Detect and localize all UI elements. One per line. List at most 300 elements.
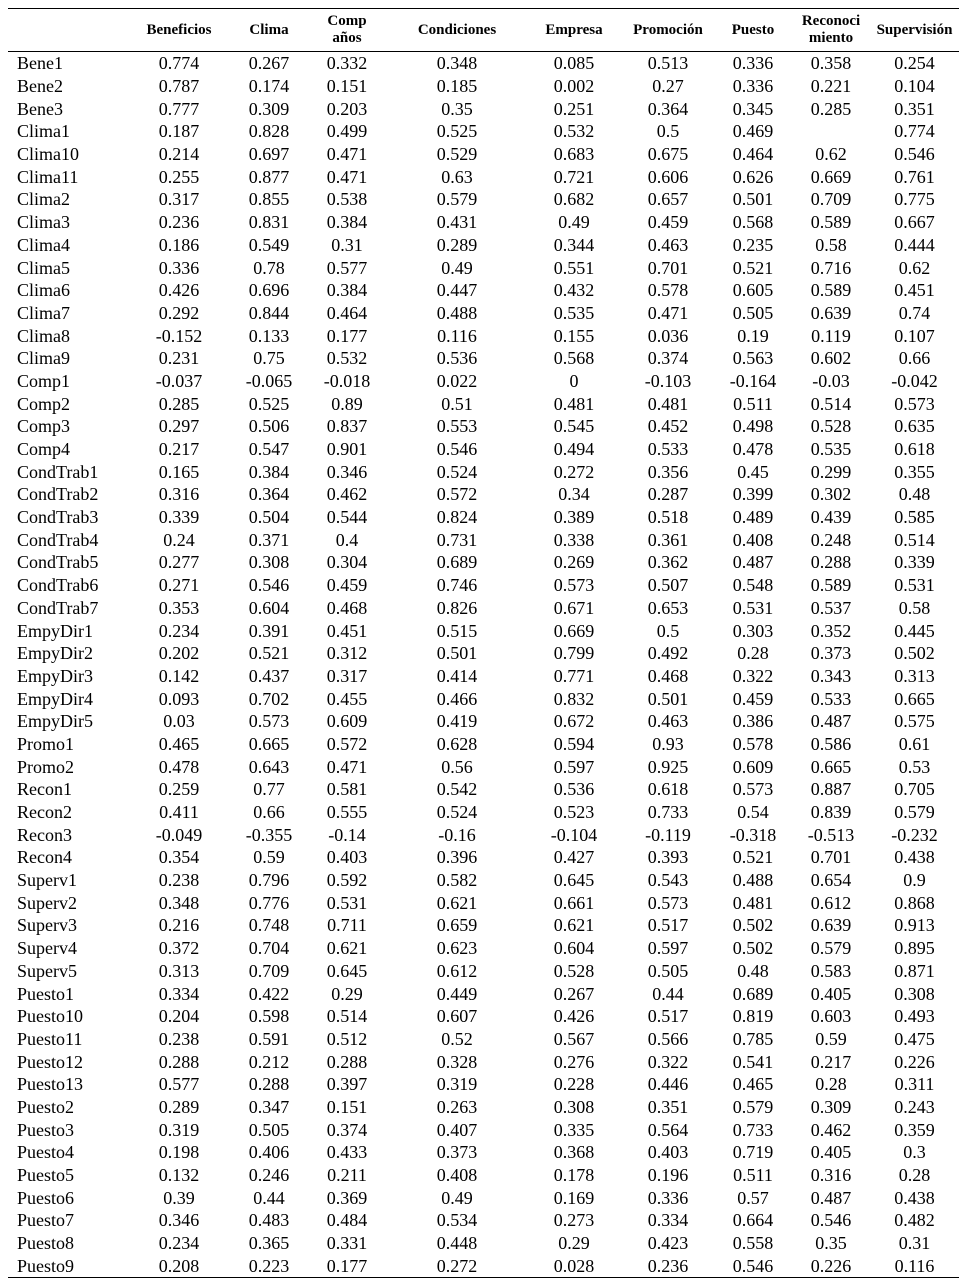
table-cell: 0.093	[158, 688, 200, 709]
table-row	[8, 1209, 959, 1232]
table-cell: 0.19	[737, 325, 769, 346]
table-cell: 0.373	[810, 643, 852, 664]
row-label: CondTrab3	[17, 507, 99, 528]
table-cell: 0.336	[647, 1187, 689, 1208]
table-cell: 0.438	[894, 847, 935, 868]
table-cell: 0.682	[553, 189, 595, 210]
table-cell: 0.591	[248, 1028, 290, 1049]
table-cell: 0.371	[248, 529, 290, 550]
table-cell: 0.328	[436, 1051, 478, 1072]
column-header	[388, 9, 526, 52]
table-cell: 0.185	[436, 76, 478, 97]
table-cell: 0.579	[810, 938, 852, 959]
table-cell: 0.132	[158, 1165, 200, 1186]
table-cell: 0.799	[553, 643, 595, 664]
table-cell: 0.28	[898, 1165, 931, 1186]
table-cell: 0.901	[326, 439, 368, 460]
table-row	[8, 778, 959, 801]
table-cell: 0.697	[248, 144, 290, 165]
row-label: Puesto9	[8, 1254, 126, 1277]
table-cell: 0.568	[553, 348, 595, 369]
table-cell: 0.621	[326, 938, 368, 959]
table-cell: 0.422	[248, 983, 290, 1004]
table-cell: 0.431	[436, 212, 478, 233]
table-cell: 0.285	[810, 98, 852, 119]
table-cell: 0.546	[248, 575, 290, 596]
table-cell: 0.66	[898, 348, 931, 369]
table-row	[8, 279, 959, 302]
table-cell: 0.507	[647, 575, 689, 596]
table-row	[8, 551, 959, 574]
table-cell: 0.447	[436, 280, 478, 301]
table-cell: 0.612	[810, 892, 852, 913]
table-cell: 0.513	[647, 53, 689, 74]
table-cell: 0.716	[810, 257, 852, 278]
row-label: Clima10	[17, 144, 79, 165]
table-cell: 0.217	[810, 1051, 852, 1072]
table-cell: 0.578	[647, 280, 689, 301]
table-cell: 0.721	[553, 166, 595, 187]
column-header-line: Reconoci	[801, 13, 861, 29]
table-cell: 0.639	[810, 302, 852, 323]
table-cell: 0.604	[248, 597, 290, 618]
table-cell: 0.62	[815, 144, 847, 165]
table-cell: 0.235	[732, 234, 774, 255]
table-cell: 0.391	[248, 620, 290, 641]
table-cell: 0.353	[158, 597, 200, 618]
table-cell: 0.488	[436, 302, 478, 323]
table-cell: 0.309	[810, 1096, 852, 1117]
table-cell: 0.481	[553, 393, 595, 414]
table-row	[8, 846, 959, 869]
row-label: Puesto8	[17, 1233, 75, 1254]
table-cell: 0.515	[436, 620, 478, 641]
table-cell: -0.355	[245, 824, 293, 845]
table-cell: -0.16	[438, 824, 476, 845]
row-label: EmpyDir2	[17, 643, 93, 664]
table-cell: 0.58	[815, 234, 847, 255]
table-cell: 0.665	[810, 756, 852, 777]
row-label: Recon4	[17, 847, 72, 868]
table-cell: 0.525	[436, 121, 478, 142]
table-cell: 0.75	[253, 348, 285, 369]
table-cell: 0.51	[441, 393, 473, 414]
table-cell: 0.478	[158, 756, 200, 777]
table-cell: 0.58	[898, 597, 931, 618]
table-cell: 0.514	[326, 1006, 368, 1027]
table-row	[8, 914, 959, 937]
table-cell: 0.452	[647, 416, 689, 437]
table-cell: 0.689	[436, 552, 478, 573]
table-cell: 0.45	[737, 461, 769, 482]
table-row	[8, 1028, 959, 1051]
table-row	[8, 143, 959, 166]
table-cell: 0.573	[248, 711, 290, 732]
table-cell: 0.505	[248, 1119, 290, 1140]
table-cell: 0.78	[253, 257, 285, 278]
table-cell: 0.406	[248, 1142, 290, 1163]
table-cell: 0.439	[810, 507, 852, 528]
table-cell: 0.488	[732, 870, 774, 891]
table-cell: 0.639	[810, 915, 852, 936]
table-cell: 0.332	[326, 53, 368, 74]
table-cell: -0.164	[729, 370, 777, 391]
table-cell: 0.675	[647, 144, 689, 165]
table-cell: 0.669	[810, 166, 852, 187]
table-cell: 0.523	[553, 802, 595, 823]
table-cell: 0.831	[248, 212, 290, 233]
table-cell: 0.546	[894, 144, 935, 165]
table-cell: 0.645	[553, 870, 595, 891]
table-cell: 0.347	[248, 1096, 290, 1117]
table-row	[8, 710, 959, 733]
table-cell: 0.665	[248, 733, 290, 754]
table-cell: 0.238	[158, 1028, 200, 1049]
table-cell: 0.487	[810, 711, 852, 732]
table-cell: 0.343	[810, 665, 852, 686]
table-cell: 0.709	[810, 189, 852, 210]
table-row	[8, 1118, 959, 1141]
table-cell: 0.618	[647, 779, 689, 800]
table-cell: -0.513	[807, 824, 855, 845]
table-cell: 0.142	[158, 665, 200, 686]
row-label: Clima6	[17, 280, 70, 301]
row-label: Puesto2	[17, 1096, 75, 1117]
table-cell: 0.5	[656, 121, 680, 142]
table-cell: 0.178	[553, 1165, 595, 1186]
table-cell: 0.63	[441, 166, 473, 187]
row-label: CondTrab7	[17, 597, 99, 618]
table-cell: 0.643	[248, 756, 290, 777]
table-cell: 0.478	[732, 439, 774, 460]
table-cell: 0.575	[894, 711, 935, 732]
row-label: Puesto3	[17, 1119, 75, 1140]
table-cell: 0.104	[894, 76, 935, 97]
table-cell: 0.348	[436, 53, 478, 74]
row-label: CondTrab5	[17, 552, 99, 573]
table-cell: 0.704	[248, 938, 290, 959]
table-row	[8, 392, 959, 415]
table-cell: 0.236	[622, 1254, 714, 1277]
table-cell: 0.785	[732, 1028, 774, 1049]
column-header-line: Promoción	[633, 21, 703, 38]
table-cell: 0.27	[652, 76, 684, 97]
table-cell: 0.373	[436, 1142, 478, 1163]
table-cell: 0.531	[326, 892, 368, 913]
table-cell: 0.44	[652, 983, 684, 1004]
table-cell: 0.594	[553, 733, 595, 754]
table-cell: 0.35	[815, 1233, 847, 1254]
table-cell: 0.403	[647, 1142, 689, 1163]
table-cell: 0.733	[732, 1119, 774, 1140]
table-cell: 0.487	[732, 552, 774, 573]
table-cell: 0.331	[326, 1233, 368, 1254]
row-label: Puesto7	[17, 1210, 75, 1231]
column-header	[714, 9, 792, 52]
table-cell: 0.558	[732, 1233, 774, 1254]
table-cell: 0.546	[714, 1254, 792, 1277]
column-header-line: Puesto	[731, 21, 775, 38]
column-header	[126, 9, 232, 52]
row-label: Superv1	[17, 870, 77, 891]
table-cell: 0.309	[248, 98, 290, 119]
table-cell: 0.403	[326, 847, 368, 868]
table-cell: 0.426	[158, 280, 200, 301]
row-label: Superv4	[17, 938, 77, 959]
table-cell: 0.74	[898, 302, 931, 323]
table-cell: 0.59	[253, 847, 285, 868]
table-cell: 0.671	[553, 597, 595, 618]
table-cell: 0.463	[647, 711, 689, 732]
table-cell: 0.517	[647, 1006, 689, 1027]
row-label: Puesto12	[17, 1051, 84, 1072]
table-cell: 0.374	[647, 348, 689, 369]
table-cell: 0.483	[248, 1210, 290, 1231]
table-cell: 0.384	[326, 280, 368, 301]
table-cell: 0.826	[436, 597, 478, 618]
table-cell: 0.471	[326, 144, 368, 165]
table-cell: 0.871	[894, 960, 935, 981]
table-cell: 0.39	[163, 1187, 195, 1208]
table-cell: 0.351	[647, 1096, 689, 1117]
table-cell: 0.28	[815, 1074, 847, 1095]
table-cell: 0.494	[553, 439, 595, 460]
table-row	[8, 256, 959, 279]
table-cell: 0.543	[647, 870, 689, 891]
table-cell: 0.317	[326, 665, 368, 686]
table-cell: 0.468	[647, 665, 689, 686]
row-label: CondTrab6	[17, 575, 99, 596]
table-cell: 0.537	[810, 597, 852, 618]
table-cell: 0.563	[732, 348, 774, 369]
table-cell: 0.628	[436, 733, 478, 754]
table-cell: 0.226	[894, 1051, 935, 1072]
table-cell: 0.531	[732, 597, 774, 618]
table-cell: 0.533	[647, 439, 689, 460]
table-cell: 0.308	[894, 983, 935, 1004]
table-cell: 0.196	[647, 1165, 689, 1186]
table-cell: 0.532	[553, 121, 595, 142]
table-cell: 0.465	[158, 733, 200, 754]
table-cell: 0.259	[158, 779, 200, 800]
table-row	[8, 1232, 959, 1255]
table-row	[8, 982, 959, 1005]
row-label: Comp2	[17, 393, 71, 414]
table-cell: 0.423	[647, 1233, 689, 1254]
table-cell: 0.555	[326, 802, 368, 823]
row-label: Superv2	[17, 892, 77, 913]
row-label: EmpyDir5	[17, 711, 93, 732]
table-cell: 0.451	[326, 620, 368, 641]
table-cell: 0.304	[326, 552, 368, 573]
row-label: Puesto5	[17, 1165, 75, 1186]
table-row	[8, 823, 959, 846]
table-cell: 0.202	[158, 643, 200, 664]
row-label: CondTrab4	[17, 529, 99, 550]
table-cell: 0.414	[436, 665, 478, 686]
row-label: Recon1	[17, 779, 72, 800]
table-cell: 0.605	[732, 280, 774, 301]
table-cell: 0.358	[810, 53, 852, 74]
table-cell: 0.085	[553, 53, 595, 74]
table-cell: 0.579	[894, 802, 935, 823]
table-cell: 0.536	[436, 348, 478, 369]
table-row	[8, 97, 959, 120]
table-cell: 0.56	[441, 756, 473, 777]
table-cell: 0.272	[388, 1254, 526, 1277]
table-cell: 0.465	[732, 1074, 774, 1095]
row-label: Clima3	[17, 212, 70, 233]
row-label: Promo2	[17, 756, 75, 777]
table-cell: -0.232	[891, 824, 938, 845]
table-cell: 0.501	[436, 643, 478, 664]
table-cell: 0.223	[232, 1254, 306, 1277]
column-header-line: Comp	[327, 13, 367, 29]
table-cell: 0.701	[810, 847, 852, 868]
table-cell: 0.464	[326, 302, 368, 323]
table-cell: 0.186	[158, 234, 200, 255]
table-cell: 0.169	[553, 1187, 595, 1208]
table-cell: 0.669	[553, 620, 595, 641]
row-label: Puesto6	[17, 1187, 75, 1208]
table-row	[8, 324, 959, 347]
table-cell: 0.577	[326, 257, 368, 278]
table-row	[8, 506, 959, 529]
table-row	[8, 234, 959, 257]
table-cell: 0.572	[326, 733, 368, 754]
table-cell: 0.689	[732, 983, 774, 1004]
table-cell: 0.365	[248, 1233, 290, 1254]
table-cell: 0.285	[158, 393, 200, 414]
table-cell: 0.469	[732, 121, 774, 142]
table-cell: 0.868	[894, 892, 935, 913]
table-cell: 0.468	[326, 597, 368, 618]
table-cell: 0.133	[248, 325, 290, 346]
table-cell: 0.243	[894, 1096, 935, 1117]
table-cell: 0.837	[326, 416, 368, 437]
table-cell: 0.214	[158, 144, 200, 165]
table-cell: 0.316	[810, 1165, 852, 1186]
table-cell: 0.437	[248, 665, 290, 686]
table-row	[8, 211, 959, 234]
table-cell: 0.913	[894, 915, 935, 936]
table-cell: 0.289	[158, 1096, 200, 1117]
table-cell: 0.372	[158, 938, 200, 959]
table-row	[8, 1141, 959, 1164]
table-cell: 0.566	[647, 1028, 689, 1049]
table-cell: 0.288	[810, 552, 852, 573]
table-cell: 0.482	[894, 1210, 935, 1231]
row-label: Promo1	[17, 733, 75, 754]
table-cell: -0.103	[644, 370, 692, 391]
table-cell: 0.683	[553, 144, 595, 165]
table-row	[8, 642, 959, 665]
table-cell: 0.653	[647, 597, 689, 618]
table-cell: 0.579	[436, 189, 478, 210]
table-cell: 0.572	[436, 484, 478, 505]
table-cell: 0.287	[647, 484, 689, 505]
table-cell: 0.303	[732, 620, 774, 641]
table-cell: 0.573	[553, 575, 595, 596]
table-cell: 0.664	[732, 1210, 774, 1231]
table-cell: 0.877	[248, 166, 290, 187]
column-header-line: Supervisión	[876, 21, 953, 38]
table-cell: 0.362	[647, 552, 689, 573]
table-cell: 0.583	[810, 960, 852, 981]
table-cell: 0.602	[810, 348, 852, 369]
table-cell: 0.288	[158, 1051, 200, 1072]
table-cell: 0.338	[553, 529, 595, 550]
table-cell: 0.645	[326, 960, 368, 981]
table-cell: 0.541	[732, 1051, 774, 1072]
table-cell: 0.709	[248, 960, 290, 981]
table-row	[8, 52, 959, 75]
table-cell: 0.002	[553, 76, 595, 97]
table-cell: 0.445	[894, 620, 935, 641]
table-cell: 0.504	[248, 507, 290, 528]
row-label: Puesto4	[17, 1142, 75, 1163]
table-row	[8, 528, 959, 551]
table-cell: 0.538	[326, 189, 368, 210]
table-cell: 0.317	[158, 189, 200, 210]
table-cell: 0.335	[553, 1119, 595, 1140]
table-cell: 0.592	[326, 870, 368, 891]
table-cell: 0.551	[553, 257, 595, 278]
table-cell: 0.502	[732, 938, 774, 959]
table-cell: 0.528	[553, 960, 595, 981]
table-cell: 0.31	[898, 1233, 931, 1254]
table-row	[8, 120, 959, 143]
table-cell: 0.438	[894, 1187, 935, 1208]
table-cell: 0.355	[894, 461, 935, 482]
table-cell: 0.925	[647, 756, 689, 777]
table-cell: 0.455	[326, 688, 368, 709]
table-cell: 0.598	[248, 1006, 290, 1027]
table-cell: 0.345	[732, 98, 774, 119]
table-cell: 0.746	[436, 575, 478, 596]
table-cell: 0.312	[326, 643, 368, 664]
table-cell: 0.635	[894, 416, 935, 437]
table-cell: 0.351	[894, 98, 935, 119]
table-cell: 0.356	[647, 461, 689, 482]
table-cell: 0.288	[326, 1051, 368, 1072]
table-cell: 0.796	[248, 870, 290, 891]
table-cell: 0.492	[647, 643, 689, 664]
table-cell: 0.52	[441, 1028, 473, 1049]
table-cell: 0.546	[436, 439, 478, 460]
table-cell: 0.036	[647, 325, 689, 346]
table-cell: 0.501	[647, 688, 689, 709]
table-row	[8, 438, 959, 461]
table-cell: 0.273	[553, 1210, 595, 1231]
table-cell: 0.334	[158, 983, 200, 1004]
row-label: Comp4	[17, 439, 71, 460]
table-cell: 0.217	[158, 439, 200, 460]
table-cell: 0.459	[732, 688, 774, 709]
table-cell: 0.499	[326, 121, 368, 142]
column-header	[306, 9, 388, 52]
table-cell: 0.208	[126, 1254, 232, 1277]
table-cell: 0.427	[553, 847, 595, 868]
row-label: Recon2	[17, 802, 72, 823]
table-row	[8, 665, 959, 688]
column-header-line: años	[332, 30, 362, 46]
table-row	[8, 75, 959, 98]
table-row	[8, 574, 959, 597]
table-cell: -0.152	[155, 325, 203, 346]
table-cell: 0.289	[436, 234, 478, 255]
table-cell: 0.352	[810, 620, 852, 641]
